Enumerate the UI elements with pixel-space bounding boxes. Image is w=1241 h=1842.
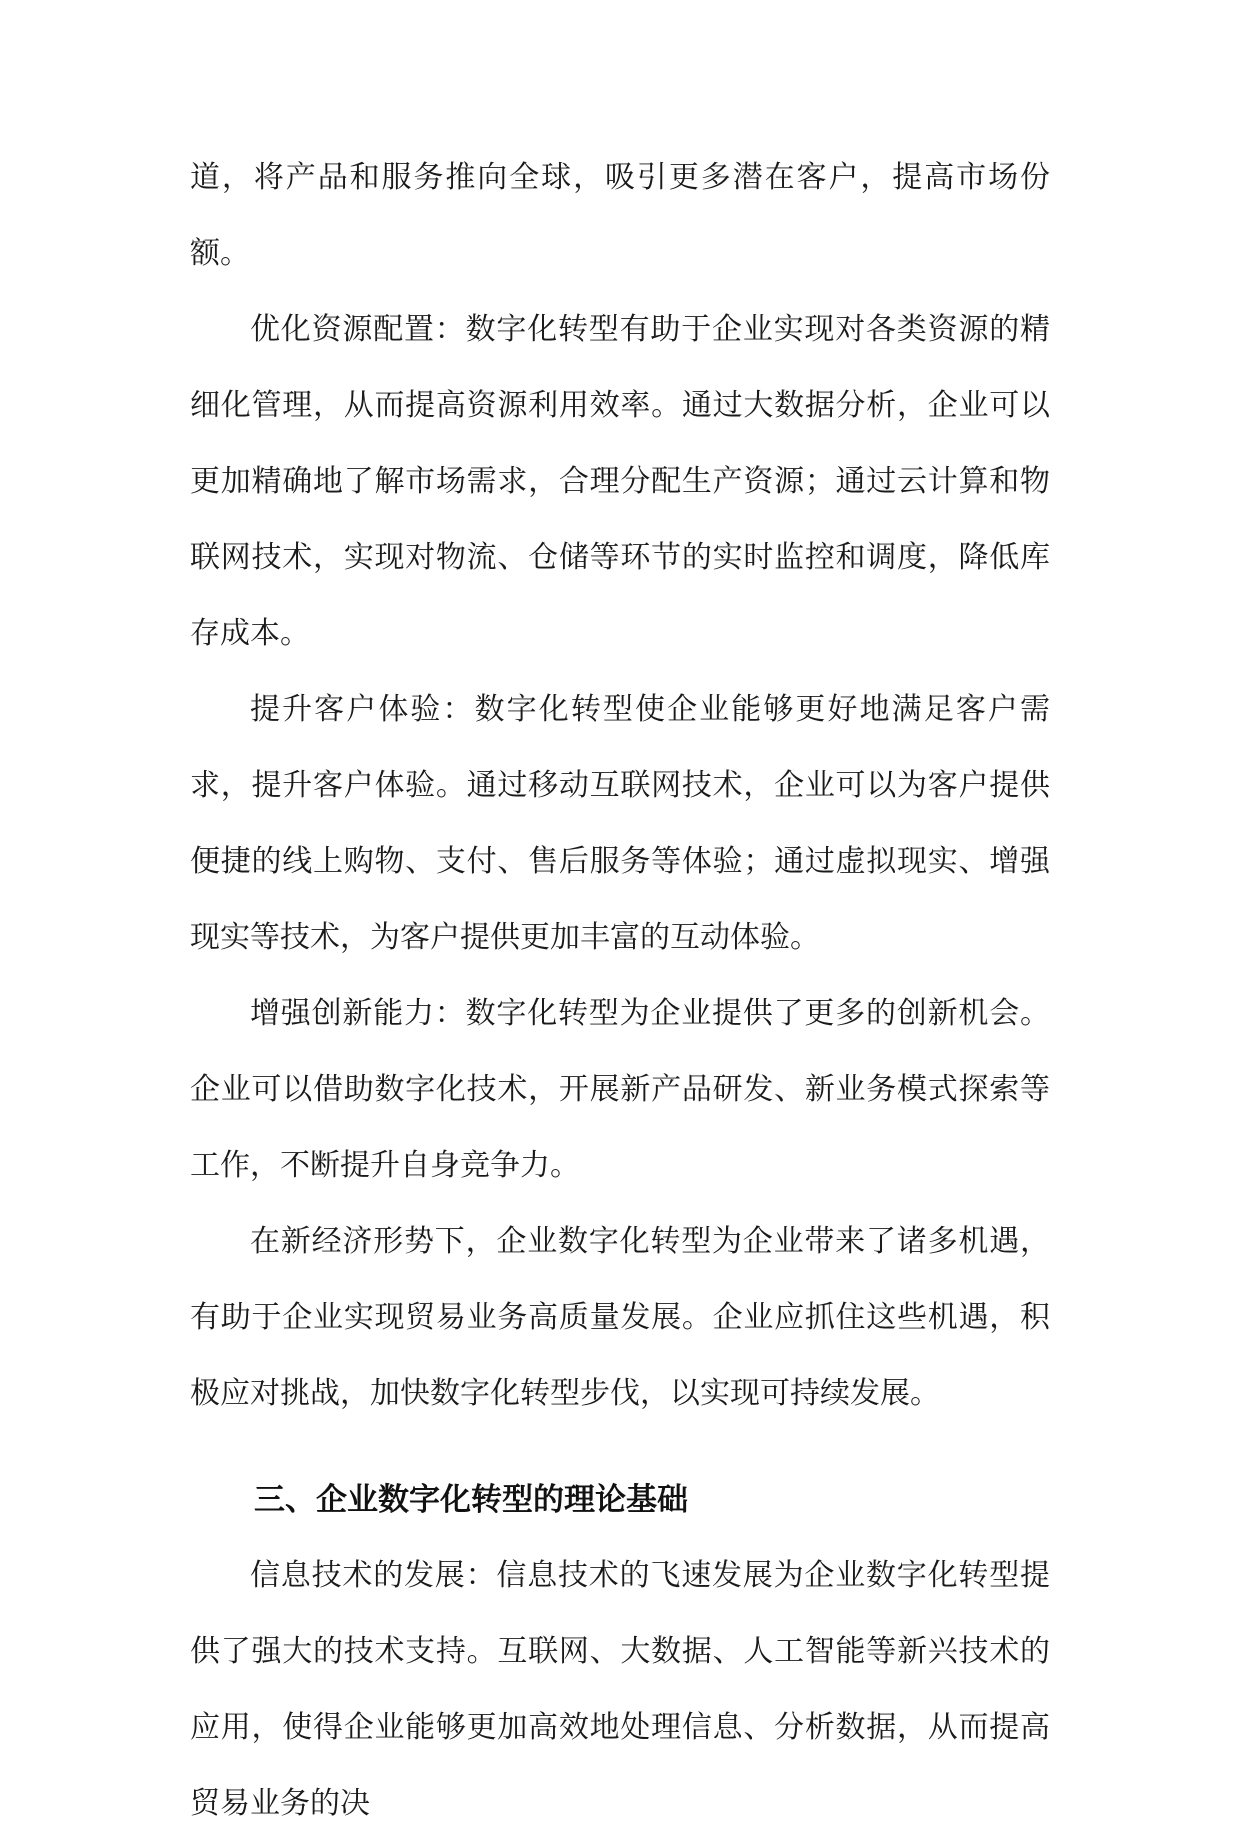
paragraph-customer-experience: 提升客户体验：数字化转型使企业能够更好地满足客户需求，提升客户体验。通过移动互联网技术，企业可以为客户提供便捷的线上购物、支付、售后服务等体验；通过虚拟现实、增强现实等技术，为客户提供更加丰富的互动体验。 [190,692,1050,955]
paragraph-summary: 在新经济形势下，企业数字化转型为企业带来了诸多机遇，有助于企业实现贸易业务高质量发展。企业应抓住这些机遇，积极应对挑战，加快数字化转型步伐，以实现可持续发展。 [190,1224,1050,1411]
section-heading: 三、企业数字化转型的理论基础 [254,1482,688,1518]
document-body [190,140,1050,1842]
paragraph-market-share: 道，将产品和服务推向全球，吸引更多潜在客户，提高市场份额。 [190,160,1050,271]
paragraph-innovation: 增强创新能力：数字化转型为企业提供了更多的创新机会。企业可以借助数字化技术，开展新产品研发、新业务模式探索等工作，不断提升自身竞争力。 [190,996,1050,1183]
paragraph-resource-allocation: 优化资源配置：数字化转型有助于企业实现对各类资源的精细化管理，从而提高资源利用效率。通过大数据分析，企业可以更加精确地了解市场需求，合理分配生产资源；通过云计算和物联网技术，实现对物流、仓储等环节的实时监控和调度，降低库存成本。 [190,312,1050,651]
paragraph-it-development: 信息技术的发展：信息技术的飞速发展为企业数字化转型提供了强大的技术支持。互联网、大数据、人工智能等新兴技术的应用，使得企业能够更加高效地处理信息、分析数据，从而提高贸易业务的决 [190,1558,1050,1821]
